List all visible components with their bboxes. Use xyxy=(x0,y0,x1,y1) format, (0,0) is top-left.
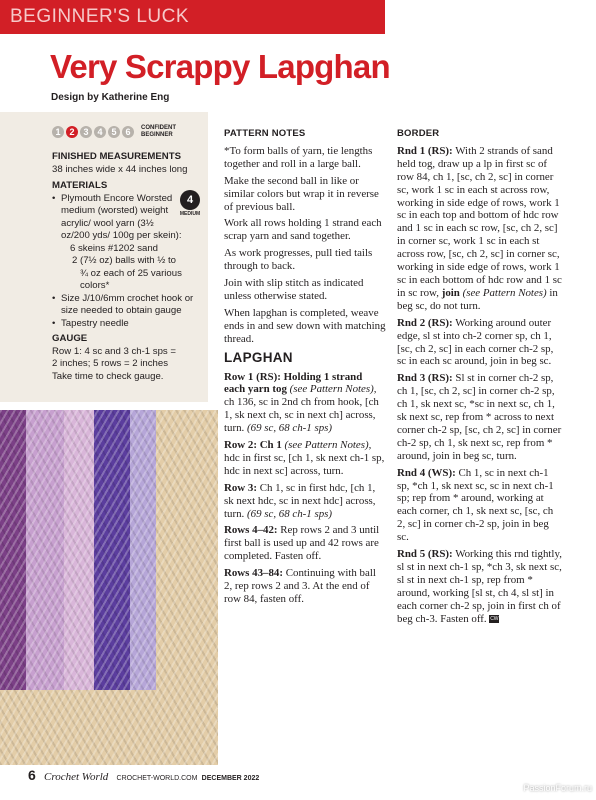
gauge-line: Take time to check gauge. xyxy=(52,370,164,382)
skill-level-label: CONFIDENT BEGINNER xyxy=(141,125,176,138)
pattern-notes-column xyxy=(224,128,386,610)
note-paragraph: Work all rows holding 1 strand each scrap yarn and sand together. xyxy=(224,217,382,243)
round-instruction: Rnd 2 (RS): Working around outer edge, sl st into ch-2 corner sp, ch 1, [sc, ch 2, sc] in each corner ch-2 sp, sc in each sc around, join in beg sc. xyxy=(397,316,554,368)
note-paragraph: Make the second ball in like or similar colors but wrap it in reverse of previous ball. xyxy=(224,174,379,213)
finished-heading: FINISHED MEASUREMENTS xyxy=(52,151,181,162)
finished-measurements xyxy=(52,151,202,176)
materials-block xyxy=(52,180,194,330)
page-number: 6 xyxy=(28,767,36,783)
pattern-notes-heading: PATTERN NOTES xyxy=(224,128,306,139)
materials-heading: MATERIALS xyxy=(52,180,108,191)
skill-dot: 1 xyxy=(52,126,64,138)
note-paragraph: *To form balls of yarn, tie lengths together and roll in a large ball. xyxy=(224,144,373,170)
skill-dot: 6 xyxy=(122,126,134,138)
skill-level xyxy=(52,125,176,139)
round-instruction: Rnd 3 (RS): Sl st in corner ch-2 sp, ch 1, [sc, ch 2, sc] in corner ch-2 sp, ch 1, sk next sc, *sc in next sc, ch 1, sk next sc, rep from * across to next corner ch-2 sp, [sc, ch 2, sc] in corner ch-2 sp, ch 1, sk next sc, rep from * around, join in beg sc, turn. xyxy=(397,372,562,462)
row-instruction: Rows 43–84: Continuing with ball 2, rep rows 2 and 3. At the end of row 84, fasten off. xyxy=(224,567,376,605)
gauge-line: Row 1: 4 sc and 3 ch-1 sps = xyxy=(52,345,176,357)
issue-date: DECEMBER 2022 xyxy=(201,775,260,782)
yarn-weight-icon xyxy=(178,190,202,220)
row-instruction: Rows 4–42: Rep rows 2 and 3 until first ball is used up and 42 rows are completed. Fasten off. xyxy=(224,524,380,563)
skill-dot: 4 xyxy=(94,126,106,138)
row-instruction: Row 1 (RS): Holding 1 strand each yarn tog (see Pattern Notes), ch 136, sc in 2nd ch from hook, [ch 1, sk next ch, sc in next ch] across, turn. (69 sc, 68 ch-1 sps) xyxy=(224,370,379,435)
end-of-pattern-icon: CW xyxy=(490,616,499,623)
page-title: Very Scrappy Lapghan xyxy=(50,48,390,85)
yarn-weight-label: MEDIUM xyxy=(179,211,201,217)
section-banner: BEGINNER'S LUCK xyxy=(0,0,385,34)
lapghan-photo xyxy=(0,410,218,765)
gauge-line: 2 inches; 5 rows = 2 inches xyxy=(52,358,168,369)
site-watermark: PassionForum.ru xyxy=(523,783,592,793)
gauge-heading: GAUGE xyxy=(52,333,88,344)
material-hook: • Size J/10/6mm crochet hook or size needed to obtain gauge xyxy=(52,293,206,318)
lapghan-heading: LAPGHAN xyxy=(224,349,293,365)
gauge-block xyxy=(52,333,202,383)
material-yarn-balls: 2 (7½ oz) balls with ½ to ¾ oz each of 25 various colors* xyxy=(72,255,182,291)
magazine-name: Crochet World xyxy=(44,771,109,783)
round-instruction: Rnd 5 (RS): Working this rnd tightly, sl st in next ch-1 sp, *ch 3, sk next sc, sl st in next ch-1 sp, rep from * around, working [sl st, ch 4, sl st] in each corner ch-2 sp, join in first ch of beg ch-3. Fasten off. CW xyxy=(397,548,562,625)
round-instruction: Rnd 1 (RS): With 2 strands of sand held tog, draw up a lp in first sc of row 84, ch 1, [sc, ch 2, sc] in corner sc, work 1 sc in each st across row, working in side edge of rows, work 1 sc in each top and bottom of hdc row and 1 sc in each sc row, [sc, ch 2, sc] in corner sc, work 1 sc in each st across row, [sc, ch 2, sc] in corner sc, working in side edge of rows, work 1 sc in each bottom of hdc row and 1 sc in sc row, join (see Pattern Notes) in beg sc, do not turn. xyxy=(397,144,562,312)
note-paragraph: Join with slip stitch as indicated unless otherwise stated. xyxy=(224,277,364,302)
note-paragraph: As work progresses, pull tied tails through to back. xyxy=(224,247,373,273)
yarn-weight-number: 4 xyxy=(180,190,200,210)
skill-dot: 3 xyxy=(80,126,92,138)
material-needle: • Tapestry needle xyxy=(52,318,182,331)
page-footer xyxy=(28,767,259,783)
row-instruction: Row 3: Ch 1, sc in first hdc, [ch 1, sk next hdc, sc in next hdc] across, turn. (69 sc, 68 ch-1 sps) xyxy=(224,481,376,520)
note-paragraph: When lapghan is completed, weave ends in and sew down with matching thread. xyxy=(224,306,386,345)
row-instruction: Row 2: Ch 1 (see Pattern Notes), hdc in first sc, [ch 1, sk next ch-1 sp, hdc in next sc] across, turn. xyxy=(224,439,385,477)
photo-texture xyxy=(0,410,218,765)
designer-byline: Design by Katherine Eng xyxy=(51,92,170,103)
magazine-url: CROCHET-WORLD.COM xyxy=(116,775,198,782)
round-instruction: Rnd 4 (WS): Ch 1, sc in next ch-1 sp, *ch 1, sk next sc, sc in next ch-1 sp; rep from * around, working at each corner, ch 1, sk next sc, [sc, ch 2, sc] in corner ch-2 sp, join in beg sc. xyxy=(397,466,554,544)
skill-dot-active: 2 xyxy=(66,126,78,138)
border-column xyxy=(397,128,563,630)
material-yarn: • Plymouth Encore Worsted medium (worsted) weight acrylic/ wool yarn (3½ oz/200 yds/ 100g per skein): xyxy=(52,193,182,243)
finished-text: 38 inches wide x 44 inches long xyxy=(52,163,188,175)
skill-dot: 5 xyxy=(108,126,120,138)
material-yarn-sand: 6 skeins #1202 sand xyxy=(70,242,159,254)
border-heading: BORDER xyxy=(397,128,440,139)
